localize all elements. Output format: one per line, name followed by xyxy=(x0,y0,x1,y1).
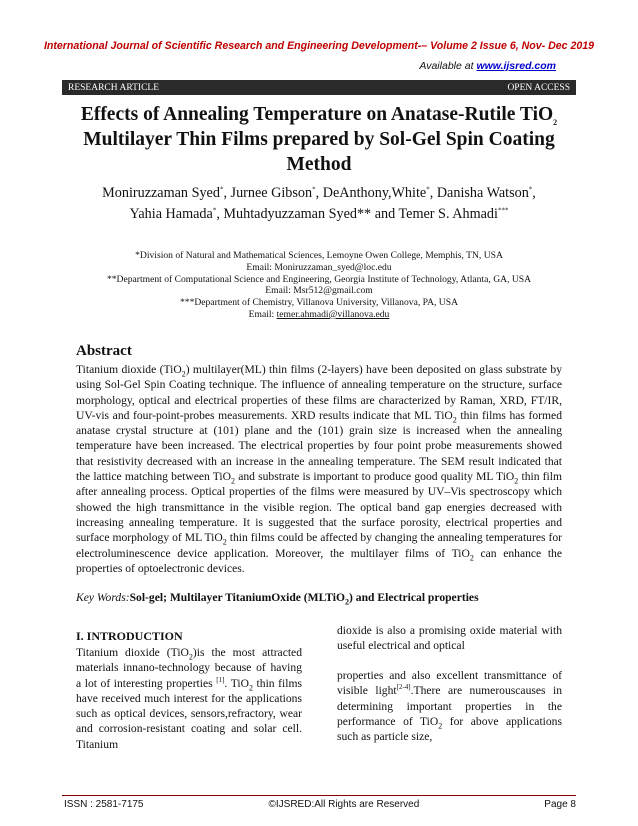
intro-right-column: properties and also excellent transmittance of visible light[2-4].There are numerouscauses in determining important properties in the performance of TiO$_2$ for above applications such as particle size, xyxy=(337,669,562,744)
affiliation-line: *Division of Natural and Mathematical Sciences, Lemoyne Owen College, Memphis, TN, USA xyxy=(135,250,503,261)
journal-header: International Journal of Scientific Research and Engineering Development-– Volume 2 Issue 6, Nov- Dec 2019 xyxy=(43,40,595,52)
page-footer xyxy=(64,799,576,810)
citation: [1] xyxy=(216,675,225,684)
author: Jurnee Gibson*, xyxy=(230,185,323,201)
keywords-text: Sol-gel; Multilayer TitaniumOxide (MLTiO$_2$) and Electrical properties xyxy=(129,591,479,607)
available-prefix: Available at xyxy=(419,60,474,72)
author: Danisha Watson*, xyxy=(436,185,536,201)
paper-title: Effects of Annealing Temperature on Anatase-Rutile TiO$_2$ Multilayer Thin Films prepared by Sol-Gel Spin Coating Method xyxy=(80,104,558,175)
issn-label: ISSN : 2581-7175 xyxy=(64,799,144,810)
intro-left-column: Titanium dioxide (TiO$_2$)is the most attracted materials innano-technology because of having a lot of interesting properties [1]. TiO$_2$ thin films have received much interest for the applications such as optical devices, sensors,refractory, wear and corrosion-resistant coating and solar cell. Titanium xyxy=(76,646,303,751)
availability-line xyxy=(419,60,556,72)
email-line: Email: Msr512@gmail.com xyxy=(265,285,373,297)
affiliations xyxy=(62,250,576,321)
section-heading-introduction: I. INTRODUCTION xyxy=(76,629,183,643)
open-access-label: OPEN ACCESS xyxy=(507,82,570,93)
author: Yahia Hamada*, xyxy=(129,206,224,222)
author: Moniruzzaman Syed*, xyxy=(102,185,231,201)
keywords-line xyxy=(76,591,576,607)
affiliation-line: **Department of Computational Science and Engineering, Georgia Institute of Technology, Atlanta, GA, USA xyxy=(106,273,532,285)
rights-label: ©IJSRED:All Rights are Reserved xyxy=(268,799,420,810)
citation: [2-4] xyxy=(396,683,411,692)
page-number: Page 8 xyxy=(544,799,576,810)
footer-divider xyxy=(62,795,576,796)
author: Muhtadyuzzaman Syed** and Temer S. Ahmadi*** xyxy=(223,206,509,222)
abstract-text: Titanium dioxide (TiO$_2$) multilayer(ML) thin films (2-layers) have been deposited on glass substrate by using Sol-Gel Spin Coating technique. The influence of annealing temperature on the structure, surface morphology, optical and electrical properties of these films are characterized by Raman, XRD, FT/IR, UV-vis and four-point-probes measurements. XRD results indicate that ML TiO$_2$ thin films has formed anatase crystal structure at (101) plane and the (101) grain size is increased when the annealing temperature have been increased. The electrical properties by four point probe measurements showed that resistivity decreased with an increase in the annealing temperature. The SEM result indicated that the lattice matching between TiO$_2$ and substrate is important to produce good quality ML TiO$_2$ thin film after annealing process. Optical properties of the films were measured by UV–Vis spectroscopy which showed the high transmittance in the visible region. The optical band gap energies decreased with increasing annealing temperature. It is suggested that the surface porosity, electrical properties and surface morphology of ML TiO$_2$ thin films could be affected by changing the annealing temperatures for electroluminescence device application. Moreover, the multilayer films of TiO$_2$ can enhance the properties of optoelectronic devices. xyxy=(76,363,563,575)
article-type-label: RESEARCH ARTICLE xyxy=(68,82,160,93)
abstract-heading: Abstract xyxy=(76,343,132,359)
email-line: Email: temer.ahmadi@villanova.edu xyxy=(248,308,390,320)
keywords-label: Key Words: xyxy=(76,591,130,604)
journal-website-link[interactable]: www.ijsred.com xyxy=(476,60,556,72)
email-line: Email: Moniruzzaman_syed@loc.edu xyxy=(246,261,392,273)
email-link[interactable]: temer.ahmadi@villanova.edu xyxy=(276,308,390,320)
author-list xyxy=(62,183,576,225)
article-banner xyxy=(62,80,576,95)
intro-right-column-top: dioxide is also a promising oxide material with useful electrical and optical xyxy=(337,624,562,653)
author: DeAnthony,White*, xyxy=(322,185,437,201)
affiliation-line: ***Department of Chemistry, Villanova University, Villanova, PA, USA xyxy=(179,297,458,309)
